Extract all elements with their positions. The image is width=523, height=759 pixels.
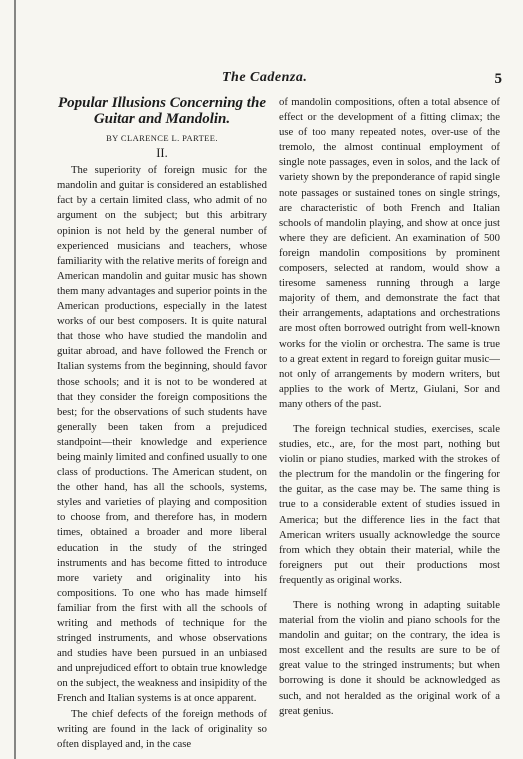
paragraph: of mandolin compositions, often a total absence of effect or the development of a fitting climax; the use of too many repeated notes, over-use of the tremolo, the almost continual employment of single note passages, even in solos, and the lack of variety shown by the preponderance of rapid single note passages or sustained tones on single strings, are characteristic of both French and Italian schools of mandolin playing, and show at once just where they are deficient. An examination of 500 foreign mandolin compositions by prominent composers, selected at random, would show a tiresome sameness running through a large majority of them, and demonstrate the fact that their arrangements, adaptations and orchestrations are most often borrowed outright from well-known works for the violin or orchestra. The same is true to a great extent in regard to foreign guitar music—not only of arrangements by modern writers, but applies to the work of Mertz, Giulani, Sor and many others of the past.: [279, 96, 500, 410]
paragraph: The foreign technical studies, exercises, scale studies, etc., are, for the most part, nothing but violin or piano studies, marked with the strokes of the plectrum for the mandolin or the fingering for the guitar, as the case may be. The same thing is true to a considerable extent of studies issued in America; but the difference lies in the fact that American writers usually acknowledge the source from which they obtain their material, while the foreigners put out their productions most frequently as original works.: [279, 422, 500, 586]
article-title: Popular Illusions Concerning the Guitar and Mandolin.: [58, 95, 266, 127]
part-number: II.: [156, 146, 168, 161]
page-edge-line: [14, 0, 16, 759]
byline: BY CLARENCE L. PARTEE.: [106, 133, 218, 143]
running-title: The Cadenza.: [222, 70, 308, 85]
paragraph: The superiority of foreign music for the mandolin and guitar is considered an established fact by a certain limited class, who admit of no argument on the subject; but this arbitrary opinion is not held by the general number of experienced musicians and teachers, whose familiarity with the relative merits of foreign and American mandolin and guitar music has shown them many advantages and superior points in the American productions, especially in the latest works of our best composers. It is quite natural that those who have studied the mandolin and guitar abroad, and have followed the French or Italian systems from the beginning, should favor those schools; and it is not to be wondered at that they consider the foreign compositions the best; for the observations of such students have generally been taken from a prejudiced standpoint—their knowledge and experience being mainly limited and confined usually to one class of productions. The American student, on the other hand, has all the schools, systems, styles and varieties of playing and composition to choose from, and therefore has, in modern times, obtained a broader and more liberal education in the study of the stringed instruments and has become fitted to introduce more variety and originality into his compositions. To one who has made himself familiar from the first with all the schools of writing and methods of technique for the stringed instruments, and whose observations and studies have been pursued in an unbiased and unprejudiced effort to obtain true knowledge on the subject, the weakness and insipidity of the French and Italian systems is at once apparent.: [57, 164, 267, 705]
left-column: [57, 95, 267, 752]
page-number: 5: [494, 71, 502, 87]
paragraph: The chief defects of the foreign methods of writing are found in the lack of originality so often displayed and, in the case: [57, 707, 267, 750]
paragraph: There is nothing wrong in adapting suitable material from the violin and piano schools for the mandolin and guitar; on the contrary, the idea is most excellent and the results are sure to be of great value to the stringed instruments; but when borrowing is done it should be acknowledged as such, and not heralded as the original work of a great genius.: [279, 599, 500, 717]
right-column: [279, 95, 500, 719]
